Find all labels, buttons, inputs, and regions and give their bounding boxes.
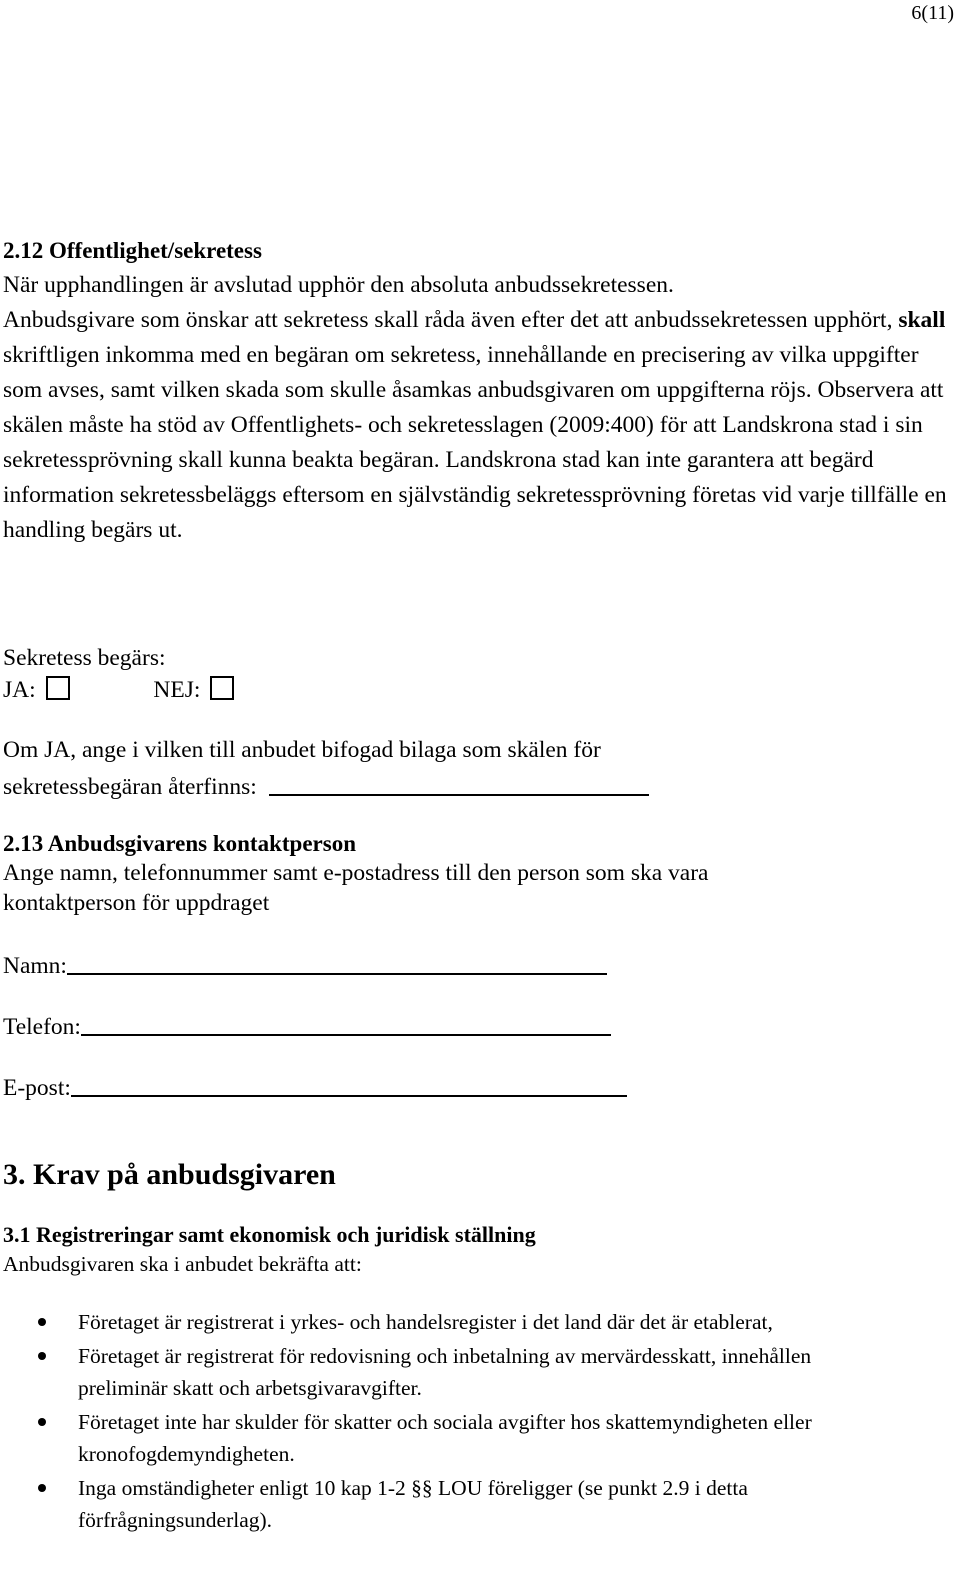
name-row bbox=[3, 949, 607, 981]
paragraph-text-before: Anbudsgivare som önskar att sekretess skall råda även efter det att anbudssekretessen upphört, bbox=[3, 307, 893, 333]
yes-label: JA: bbox=[3, 677, 36, 703]
sekretess-request-label: Sekretess begärs: bbox=[3, 645, 166, 671]
yes-checkbox[interactable] bbox=[46, 676, 70, 700]
paragraph-sekretess-request bbox=[3, 303, 953, 548]
requirements-list bbox=[0, 1306, 858, 1538]
if-yes-line-2-row bbox=[3, 770, 649, 802]
sekretess-choice-row bbox=[3, 675, 234, 705]
bullet-icon bbox=[38, 1484, 46, 1492]
phone-label: Telefon: bbox=[3, 1014, 81, 1040]
if-yes-line-2: sekretessbegäran återfinns: bbox=[3, 774, 257, 800]
list-item bbox=[0, 1472, 858, 1536]
list-item-text: Företaget inte har skulder för skatter och sociala avgifter hos skattemyndigheten eller kronofogdemyndigheten. bbox=[78, 1410, 812, 1466]
no-checkbox[interactable] bbox=[210, 676, 234, 700]
phone-field[interactable] bbox=[81, 1010, 611, 1036]
section-heading-3: 3. Krav på anbudsgivaren bbox=[3, 1158, 336, 1191]
email-field[interactable] bbox=[71, 1071, 627, 1097]
bullet-icon bbox=[38, 1352, 46, 1360]
bullet-icon bbox=[38, 1318, 46, 1326]
email-row bbox=[3, 1071, 627, 1103]
contact-intro: Ange namn, telefonnummer samt e-postadress till den person som ska vara kontaktperson för uppdraget bbox=[3, 860, 709, 916]
phone-row bbox=[3, 1010, 611, 1042]
bullet-icon bbox=[38, 1418, 46, 1426]
section-3-1-intro: Anbudsgivaren ska i anbudet bekräfta att: bbox=[3, 1252, 362, 1276]
page-number: 6(11) bbox=[911, 2, 954, 24]
paragraph-text-after: skriftligen inkomma med en begäran om sekretess, innehållande en precisering av vilka uppgifter som avses, samt vilken skada som skulle åsamkas anbudsgivaren om uppgifterna röjs. Observera att skälen måste ha stöd av Offentlighets- och sekretesslagen (2009:400) för att Landskrona stad i sin sekretessprövning skall kunna beakta begäran. Landskrona stad kan inte garantera att begärd information sekretessbeläggs eftersom en självständig sekretessprövning företas vid varje tillfälle en handling begärs ut. bbox=[3, 342, 947, 543]
emphasis-skall: skall bbox=[898, 307, 946, 333]
if-yes-line-1: Om JA, ange i vilken till anbudet bifogad bilaga som skälen för bbox=[3, 737, 601, 763]
section-2-12-body bbox=[3, 268, 953, 548]
list-item-text: Företaget är registrerat i yrkes- och handelsregister i det land där det är etablerat, bbox=[78, 1310, 773, 1334]
name-label: Namn: bbox=[3, 953, 67, 979]
list-item bbox=[0, 1406, 858, 1470]
list-item-text: Företaget är registrerat för redovisning och inbetalning av mervärdesskatt, innehållen preliminär skatt och arbetsgivaravgifter. bbox=[78, 1344, 812, 1400]
paragraph-anbudssekretess: När upphandlingen är avslutad upphör den absoluta anbudssekretessen. bbox=[3, 272, 674, 298]
email-label: E-post: bbox=[3, 1075, 71, 1101]
section-heading-2-12: 2.12 Offentlighet/sekretess bbox=[3, 238, 262, 263]
attachment-reference-field[interactable] bbox=[269, 770, 649, 796]
list-item bbox=[0, 1306, 858, 1338]
list-item bbox=[0, 1340, 858, 1404]
section-heading-3-1: 3.1 Registreringar samt ekonomisk och juridisk ställning bbox=[3, 1222, 536, 1247]
list-item-text: Inga omständigheter enligt 10 kap 1-2 §§ LOU föreligger (se punkt 2.9 i detta förfrågningsunderlag). bbox=[78, 1476, 748, 1532]
no-label: NEJ: bbox=[153, 677, 201, 703]
section-heading-2-13: 2.13 Anbudsgivarens kontaktperson bbox=[3, 831, 356, 856]
name-field[interactable] bbox=[67, 949, 607, 975]
